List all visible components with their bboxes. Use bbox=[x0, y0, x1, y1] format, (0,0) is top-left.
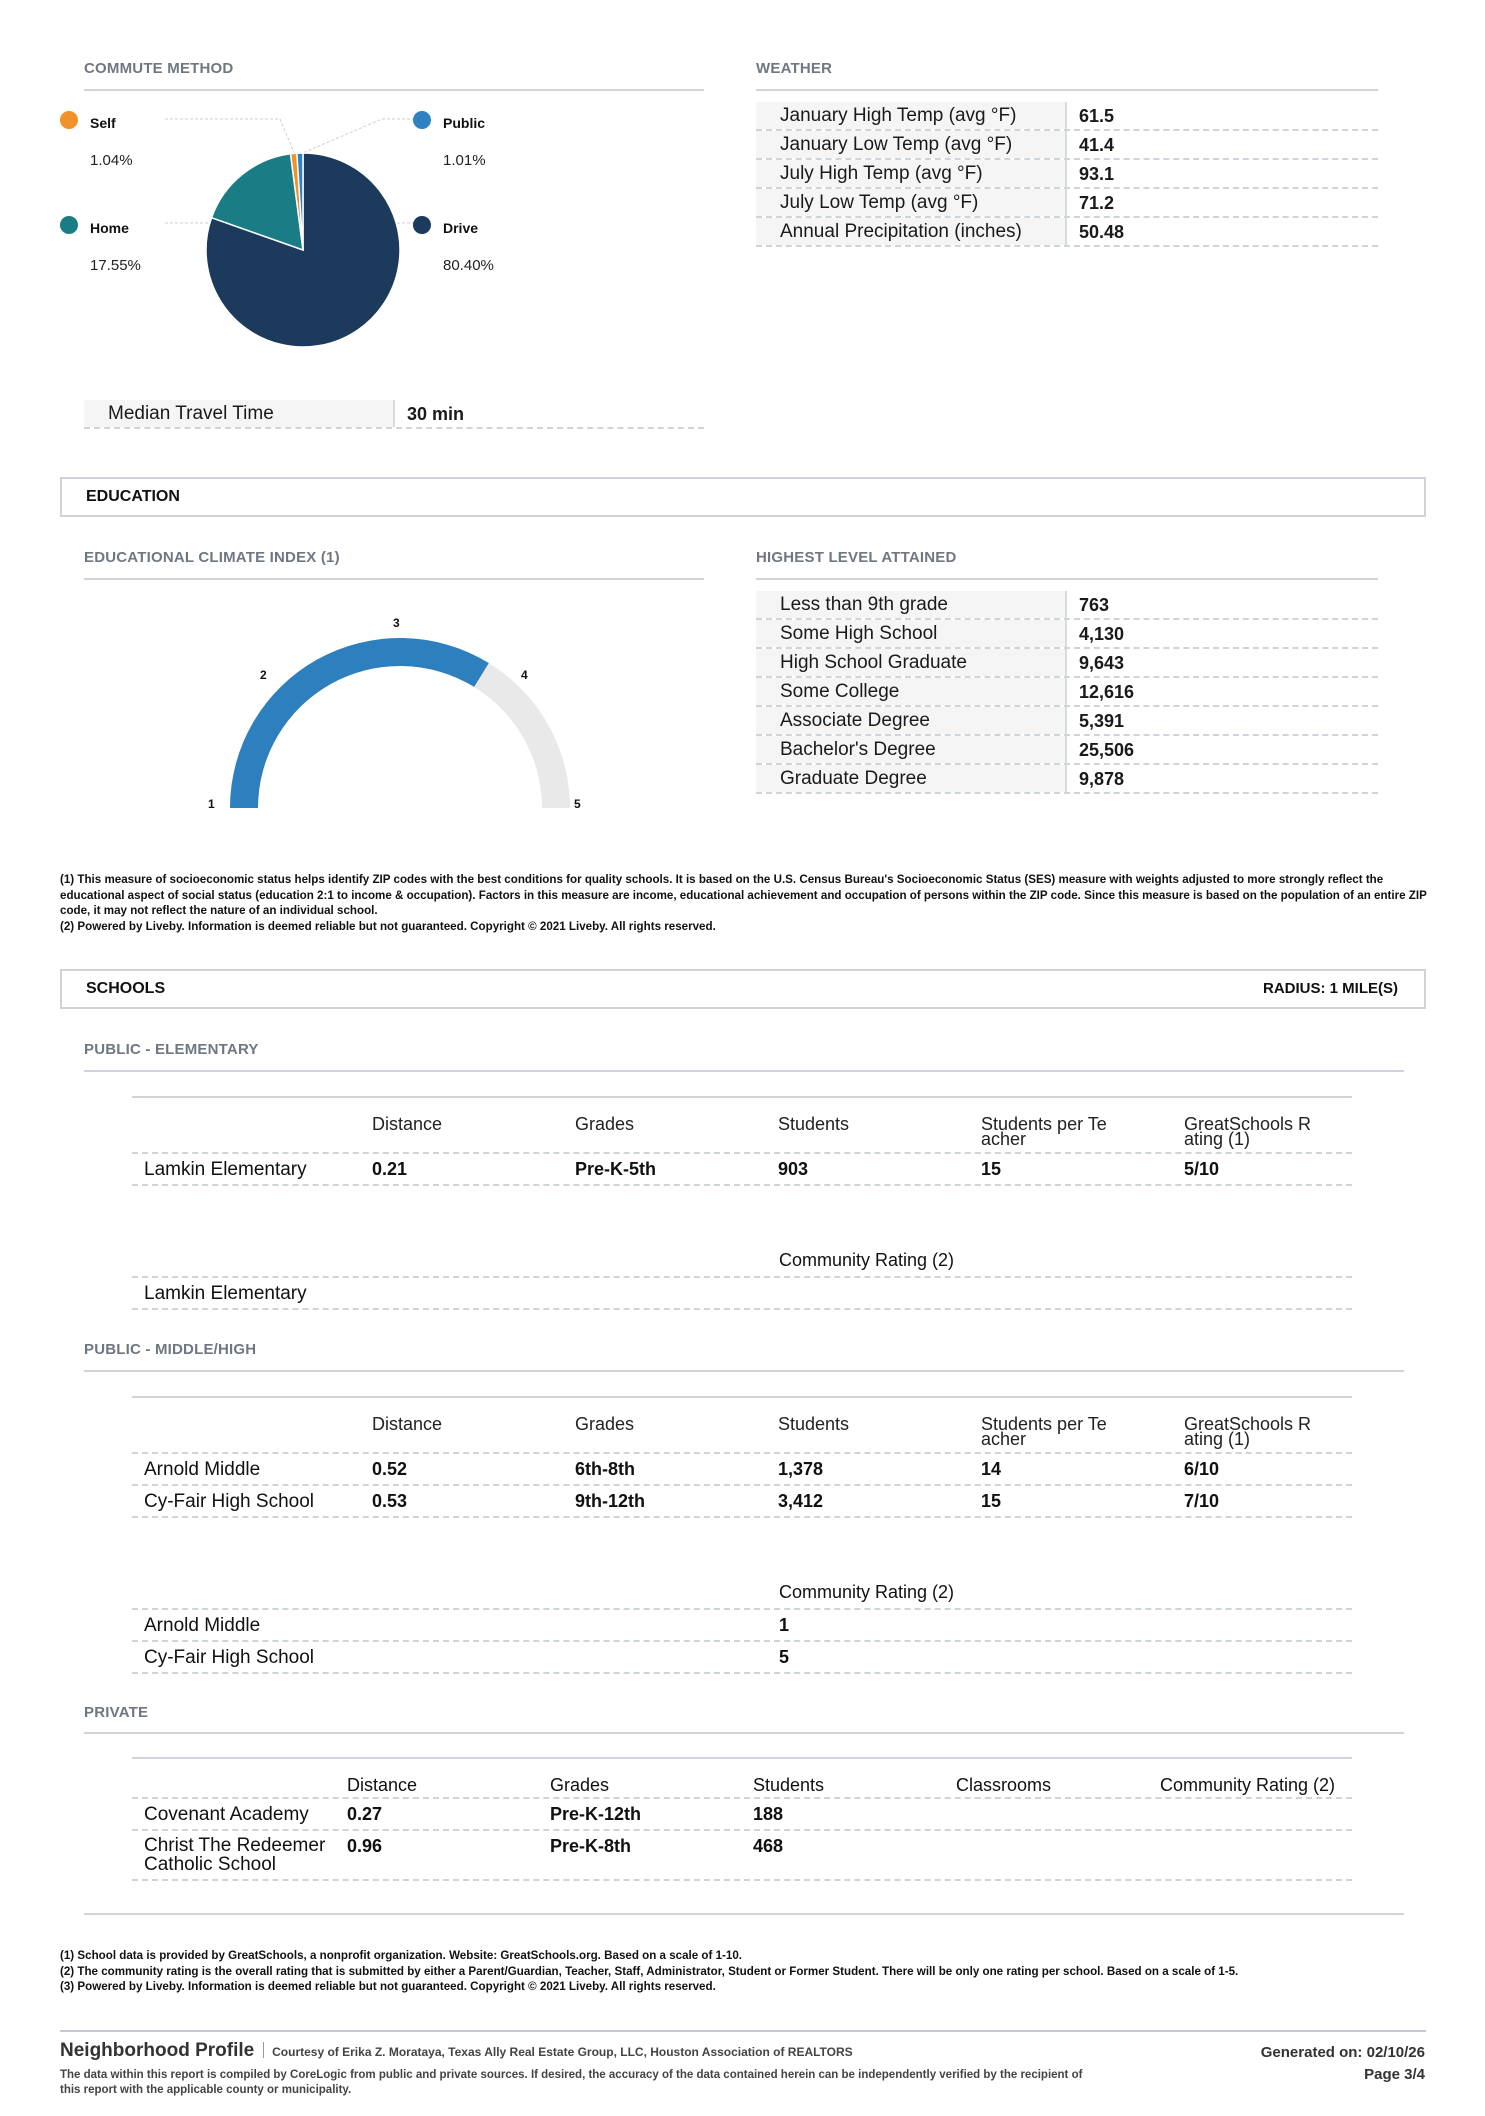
weather-value: 41.4 bbox=[1079, 135, 1115, 155]
highest-level-value: 25,506 bbox=[1079, 740, 1135, 760]
median-travel-label: Median Travel Time bbox=[84, 400, 395, 427]
school-distance: 0.53 bbox=[372, 1491, 408, 1511]
schools-footnote-1: (1) School data is provided by GreatSchools, a nonprofit organization. Website: GreatSchools.org. Based on a scale of 1-10. bbox=[60, 1949, 743, 1962]
middle-high-table bbox=[132, 1396, 1352, 1518]
weather-rule bbox=[756, 89, 1378, 91]
footer-title: Neighborhood Profile bbox=[60, 2040, 255, 2061]
highest-level-value: 5,391 bbox=[1079, 711, 1125, 731]
gauge-tick-4: 4 bbox=[521, 668, 528, 682]
footer-title-line bbox=[60, 2040, 853, 2062]
school-spt: 15 bbox=[981, 1491, 1002, 1511]
school-name-line2: Catholic School bbox=[144, 1854, 277, 1875]
school-name: Lamkin Elementary bbox=[144, 1283, 307, 1304]
weather-row bbox=[756, 102, 1378, 131]
highest-level-value: 12,616 bbox=[1079, 682, 1135, 702]
col-students: Students bbox=[778, 1114, 850, 1134]
elementary-community-header bbox=[132, 1246, 1352, 1278]
highest-level-label: Some College bbox=[756, 678, 1067, 705]
weather-value: 61.5 bbox=[1079, 106, 1115, 126]
col-classrooms: Classrooms bbox=[956, 1775, 1052, 1795]
col-gs-line2: ating (1) bbox=[1184, 1429, 1251, 1449]
footer-generated: Generated on: 02/10/26 bbox=[1260, 2044, 1425, 2061]
elementary-table bbox=[132, 1096, 1352, 1186]
gauge-fill bbox=[230, 638, 489, 808]
commute-title: COMMUTE METHOD bbox=[84, 60, 234, 77]
legend-dot-home bbox=[60, 216, 78, 234]
legend-dot-drive bbox=[413, 216, 431, 234]
school-grades: 9th-12th bbox=[575, 1491, 646, 1511]
school-students: 468 bbox=[753, 1836, 784, 1856]
pie-slices bbox=[206, 153, 400, 347]
middle-high-community-table bbox=[132, 1578, 1352, 1674]
median-travel-table bbox=[84, 400, 704, 429]
table-row bbox=[132, 1610, 1352, 1642]
private-rule bbox=[84, 1732, 1404, 1734]
middle-high-rule bbox=[84, 1370, 1404, 1372]
school-students: 903 bbox=[778, 1159, 809, 1179]
private-title: PRIVATE bbox=[84, 1704, 149, 1721]
median-travel-value: 30 min bbox=[407, 404, 465, 424]
col-students-per-teacher bbox=[981, 1414, 1107, 1449]
leader-line-public bbox=[298, 119, 415, 155]
elementary-community-table bbox=[132, 1246, 1352, 1310]
climate-index-rule bbox=[84, 578, 704, 580]
school-spt: 15 bbox=[981, 1159, 1002, 1179]
middle-high-title: PUBLIC - MIDDLE/HIGH bbox=[84, 1341, 257, 1358]
weather-row bbox=[756, 131, 1378, 160]
highest-level-value: 9,643 bbox=[1079, 653, 1125, 673]
table-row bbox=[132, 1154, 1352, 1186]
col-distance: Distance bbox=[347, 1775, 418, 1795]
footer-rule bbox=[60, 2030, 1426, 2032]
school-students: 3,412 bbox=[778, 1491, 824, 1511]
col-distance: Distance bbox=[372, 1414, 443, 1434]
col-gs-line1: GreatSchools R bbox=[1184, 1114, 1312, 1134]
education-footnotes bbox=[60, 872, 1430, 934]
schools-header-title: SCHOOLS bbox=[86, 980, 166, 997]
col-spt-line2: acher bbox=[981, 1129, 1027, 1149]
highest-level-row bbox=[756, 591, 1378, 620]
col-students: Students bbox=[778, 1414, 850, 1434]
schools-header-box bbox=[60, 969, 1426, 1009]
weather-label: Annual Precipitation (inches) bbox=[756, 218, 1067, 245]
community-rating-value: 5 bbox=[779, 1647, 790, 1667]
schools-footnote-3: (3) Powered by Liveby. Information is deemed reliable but not guaranteed. Copyright © 2021 Liveby. All rights reserved. bbox=[60, 1980, 716, 1993]
school-grades: Pre-K-12th bbox=[550, 1804, 642, 1824]
schools-radius: RADIUS: 1 MILE(S) bbox=[1263, 980, 1398, 997]
elementary-title: PUBLIC - ELEMENTARY bbox=[84, 1041, 259, 1058]
weather-row bbox=[756, 160, 1378, 189]
highest-level-label: Some High School bbox=[756, 620, 1067, 647]
school-distance: 0.27 bbox=[347, 1804, 383, 1824]
legend-pct-drive: 80.40% bbox=[443, 257, 494, 274]
col-community-rating: Community Rating (2) bbox=[1160, 1775, 1336, 1795]
weather-table bbox=[756, 102, 1378, 247]
weather-row bbox=[756, 218, 1378, 247]
col-students: Students bbox=[753, 1775, 825, 1795]
highest-level-row bbox=[756, 736, 1378, 765]
col-students-per-teacher bbox=[981, 1114, 1107, 1149]
legend-label-drive: Drive bbox=[443, 220, 479, 236]
footer-disclaimer-line1: The data within this report is compiled by CoreLogic from public and private sources. If desired, the accuracy of the data contained herein can be independently verified by the recipient of bbox=[60, 2069, 1083, 2081]
highest-level-row bbox=[756, 765, 1378, 794]
school-name-line1: Christ The Redeemer bbox=[144, 1835, 326, 1856]
col-gs-line1: GreatSchools R bbox=[1184, 1414, 1312, 1434]
school-spt: 14 bbox=[981, 1459, 1002, 1479]
climate-index-title: EDUCATIONAL CLIMATE INDEX (1) bbox=[84, 549, 340, 566]
elementary-rule bbox=[84, 1070, 1404, 1072]
weather-label: January High Temp (avg °F) bbox=[756, 102, 1067, 129]
table-row bbox=[132, 1454, 1352, 1486]
weather-label: July High Temp (avg °F) bbox=[756, 160, 1067, 187]
private-header-row bbox=[132, 1759, 1352, 1799]
school-grades: Pre-K-5th bbox=[575, 1159, 657, 1179]
col-greatschools-rating bbox=[1184, 1114, 1312, 1149]
school-distance: 0.52 bbox=[372, 1459, 408, 1479]
gauge-tick-1: 1 bbox=[208, 797, 215, 811]
highest-level-value: 763 bbox=[1079, 595, 1110, 615]
highest-level-label: Less than 9th grade bbox=[756, 591, 1067, 618]
climate-index-gauge bbox=[200, 620, 600, 820]
school-distance: 0.21 bbox=[372, 1159, 408, 1179]
table-row bbox=[132, 1831, 1352, 1881]
col-community-rating: Community Rating (2) bbox=[779, 1250, 955, 1270]
school-name: Cy-Fair High School bbox=[144, 1491, 314, 1512]
legend-label-public: Public bbox=[443, 115, 486, 131]
col-community-rating: Community Rating (2) bbox=[779, 1582, 955, 1602]
highest-level-row bbox=[756, 620, 1378, 649]
highest-level-title: HIGHEST LEVEL ATTAINED bbox=[756, 549, 957, 566]
private-table bbox=[132, 1757, 1352, 1881]
col-grades: Grades bbox=[550, 1775, 610, 1795]
legend-pct-public: 1.01% bbox=[443, 152, 486, 169]
col-gs-line2: ating (1) bbox=[1184, 1129, 1251, 1149]
weather-label: January Low Temp (avg °F) bbox=[756, 131, 1067, 158]
education-footnote-2: (2) Powered by Liveby. Information is deemed reliable but not guaranteed. Copyright © 2021 Liveby. All rights reserved. bbox=[60, 919, 716, 933]
schools-footnote-2: (2) The community rating is the overall rating that is submitted by either a Parent/Guardian, Teacher, Staff, Administrator, Student or Former Student. There will be only one rating per school. Based on a scale of 1-5. bbox=[60, 1964, 1239, 1978]
footer-divider bbox=[263, 2042, 264, 2058]
legend-pct-self: 1.04% bbox=[90, 152, 133, 169]
school-name: Cy-Fair High School bbox=[144, 1647, 314, 1668]
gauge-tick-2: 2 bbox=[260, 668, 267, 682]
weather-label: July Low Temp (avg °F) bbox=[756, 189, 1067, 216]
legend-dot-self bbox=[60, 111, 78, 129]
legend-label-home: Home bbox=[90, 220, 129, 236]
table-row bbox=[132, 1799, 1352, 1831]
highest-level-row bbox=[756, 649, 1378, 678]
footer-page: Page 3/4 bbox=[1364, 2066, 1425, 2083]
schools-footnotes bbox=[60, 1948, 1430, 1995]
highest-level-table bbox=[756, 591, 1378, 794]
col-spt-line1: Students per Te bbox=[981, 1414, 1107, 1434]
school-distance: 0.96 bbox=[347, 1836, 383, 1856]
education-footnote-1: (1) This measure of socioeconomic status helps identify ZIP codes with the best conditions for quality schools. It is based on the U.S. Census Bureau's Socioeconomic Status (SES) measure with weights adjusted to more strongly reflect the educational aspect of social status (education 2:1 to income & occupation). Factors in this measure are income, educational achievement and occupation of persons within the ZIP code. Since this measure is based on the population of an entire ZIP code, it may not reflect the nature of an individual school. bbox=[60, 873, 1427, 917]
highest-level-value: 9,878 bbox=[1079, 769, 1125, 789]
school-name bbox=[144, 1836, 325, 1874]
school-students: 188 bbox=[753, 1804, 784, 1824]
highest-level-label: Graduate Degree bbox=[756, 765, 1067, 792]
footer-disclaimer-line2: this report with the applicable county or municipality. bbox=[60, 2084, 352, 2096]
weather-title: WEATHER bbox=[756, 60, 833, 77]
highest-level-value: 4,130 bbox=[1079, 624, 1125, 644]
education-header-title: EDUCATION bbox=[86, 488, 180, 505]
middle-high-community-header bbox=[132, 1578, 1352, 1610]
school-name: Lamkin Elementary bbox=[144, 1159, 307, 1180]
highest-level-rule bbox=[756, 578, 1378, 580]
community-rating-value: 1 bbox=[779, 1615, 790, 1635]
school-rating: 7/10 bbox=[1184, 1491, 1220, 1511]
table-row bbox=[132, 1486, 1352, 1518]
highest-level-label: Bachelor's Degree bbox=[756, 736, 1067, 763]
weather-value: 50.48 bbox=[1079, 222, 1125, 242]
middle-high-header-row bbox=[132, 1398, 1352, 1454]
table-row bbox=[132, 1642, 1352, 1674]
col-spt-line1: Students per Te bbox=[981, 1114, 1107, 1134]
gauge-tick-3: 3 bbox=[393, 616, 400, 630]
legend-dot-public bbox=[413, 111, 431, 129]
highest-level-label: High School Graduate bbox=[756, 649, 1067, 676]
highest-level-row bbox=[756, 678, 1378, 707]
school-grades: 6th-8th bbox=[575, 1459, 635, 1479]
highest-level-label: Associate Degree bbox=[756, 707, 1067, 734]
private-bottom-rule bbox=[84, 1913, 1404, 1915]
table-row bbox=[132, 1278, 1352, 1310]
legend-pct-home: 17.55% bbox=[90, 257, 141, 274]
col-greatschools-rating bbox=[1184, 1414, 1312, 1449]
education-header-box bbox=[60, 477, 1426, 517]
school-students: 1,378 bbox=[778, 1459, 824, 1479]
highest-level-row bbox=[756, 707, 1378, 736]
school-grades: Pre-K-8th bbox=[550, 1836, 632, 1856]
col-spt-line2: acher bbox=[981, 1429, 1027, 1449]
gauge-tick-5: 5 bbox=[574, 797, 581, 811]
school-rating: 5/10 bbox=[1184, 1159, 1220, 1179]
school-rating: 6/10 bbox=[1184, 1459, 1220, 1479]
col-distance: Distance bbox=[372, 1114, 443, 1134]
commute-rule bbox=[84, 89, 704, 91]
school-name: Arnold Middle bbox=[144, 1615, 261, 1636]
median-travel-row bbox=[84, 400, 704, 429]
school-name: Covenant Academy bbox=[144, 1804, 309, 1825]
elementary-header-row bbox=[132, 1098, 1352, 1154]
school-name: Arnold Middle bbox=[144, 1459, 261, 1480]
col-grades: Grades bbox=[575, 1114, 635, 1134]
footer-disclaimer bbox=[60, 2068, 1082, 2098]
weather-value: 93.1 bbox=[1079, 164, 1115, 184]
weather-value: 71.2 bbox=[1079, 193, 1115, 213]
leader-line-self bbox=[165, 119, 295, 155]
weather-row bbox=[756, 189, 1378, 218]
commute-pie-chart bbox=[60, 100, 660, 380]
col-grades: Grades bbox=[575, 1414, 635, 1434]
legend-label-self: Self bbox=[90, 115, 116, 131]
footer-courtesy: Courtesy of Erika Z. Morataya, Texas Ally Real Estate Group, LLC, Houston Association of REALTORS bbox=[272, 2045, 853, 2059]
